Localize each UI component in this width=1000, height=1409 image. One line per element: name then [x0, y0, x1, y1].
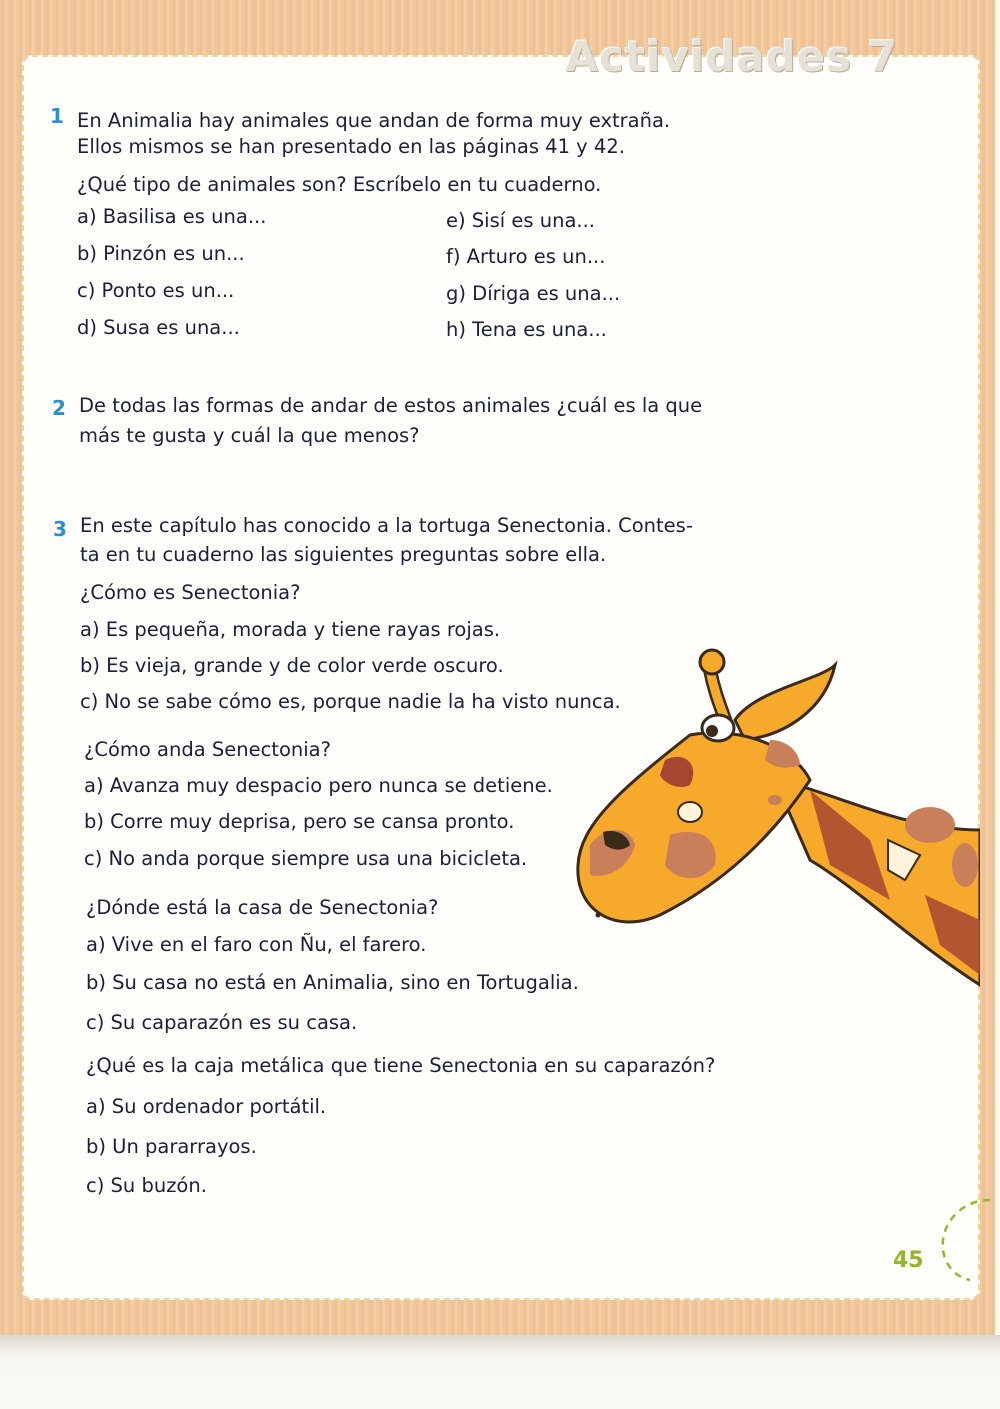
- q3-subq-1-option-c: c) No se sabe cómo es, porque nadie la ha visto nunca.: [80, 690, 621, 713]
- q1-item-h: h) Tena es una...: [446, 318, 607, 341]
- page-title: Actividades 7: [565, 32, 898, 81]
- q3-subq-1-option-a: a) Es pequeña, morada y tiene rayas rojas.: [80, 618, 501, 641]
- q2-line-2: más te gusta y cuál la que menos?: [79, 424, 420, 447]
- q1-item-d: d) Susa es una...: [77, 316, 240, 339]
- q3-line-2: ta en tu cuaderno las siguientes preguntas sobre ella.: [80, 543, 607, 566]
- q1-line-1: En Animalia hay animales que andan de forma muy extraña.: [77, 109, 671, 132]
- giraffe-illustration: [570, 640, 980, 1000]
- page-bottom-edge: [0, 1335, 1000, 1409]
- q3-subq-2: ¿Cómo anda Senectonia?: [84, 738, 331, 761]
- question-number-1: 1: [50, 104, 64, 128]
- q3-subq-2-option-a: a) Avanza muy despacio pero nunca se detiene.: [84, 774, 553, 797]
- q1-item-e: e) Sisí es una...: [446, 209, 595, 232]
- q3-subq-3-option-b: b) Su casa no está en Animalia, sino en Tortugalia.: [86, 971, 579, 994]
- q3-subq-1: ¿Cómo es Senectonia?: [80, 581, 301, 604]
- q3-subq-2-option-c: c) No anda porque siempre usa una bicicleta.: [84, 847, 528, 870]
- q3-subq-1-option-b: b) Es vieja, grande y de color verde oscuro.: [80, 654, 504, 677]
- dashed-circle-icon: [935, 1195, 995, 1285]
- q3-subq-3-option-c: c) Su caparazón es su casa.: [86, 1011, 358, 1034]
- question-number-2: 2: [52, 396, 66, 420]
- q1-item-a: a) Basilisa es una...: [77, 205, 267, 228]
- q1-item-g: g) Díriga es una...: [446, 282, 621, 305]
- q1-item-c: c) Ponto es un...: [77, 279, 235, 302]
- page-number: 45: [893, 1248, 924, 1273]
- q3-subq-4-option-b: b) Un pararrayos.: [86, 1135, 257, 1158]
- question-number-3: 3: [53, 517, 67, 541]
- q3-subq-3-option-a: a) Vive en el faro con Ñu, el farero.: [86, 933, 427, 956]
- q3-subq-4-option-c: c) Su buzón.: [86, 1174, 207, 1197]
- q2-line-1: De todas las formas de andar de estos animales ¿cuál es la que: [79, 394, 703, 417]
- q3-subq-4-option-a: a) Su ordenador portátil.: [86, 1095, 327, 1118]
- q3-subq-3: ¿Dónde está la casa de Senectonia?: [86, 896, 439, 919]
- q1-line-3: ¿Qué tipo de animales son? Escríbelo en tu cuaderno.: [77, 173, 602, 196]
- q1-item-f: f) Arturo es un...: [446, 245, 606, 268]
- q3-line-1: En este capítulo has conocido a la tortuga Senectonia. Contes-: [80, 514, 693, 537]
- q3-subq-2-option-b: b) Corre muy deprisa, pero se cansa pronto.: [84, 810, 515, 833]
- q1-line-2: Ellos mismos se han presentado en las páginas 41 y 42.: [77, 135, 625, 158]
- q1-item-b: b) Pinzón es un...: [77, 242, 245, 265]
- q3-subq-4: ¿Qué es la caja metálica que tiene Senectonia en su caparazón?: [86, 1054, 716, 1077]
